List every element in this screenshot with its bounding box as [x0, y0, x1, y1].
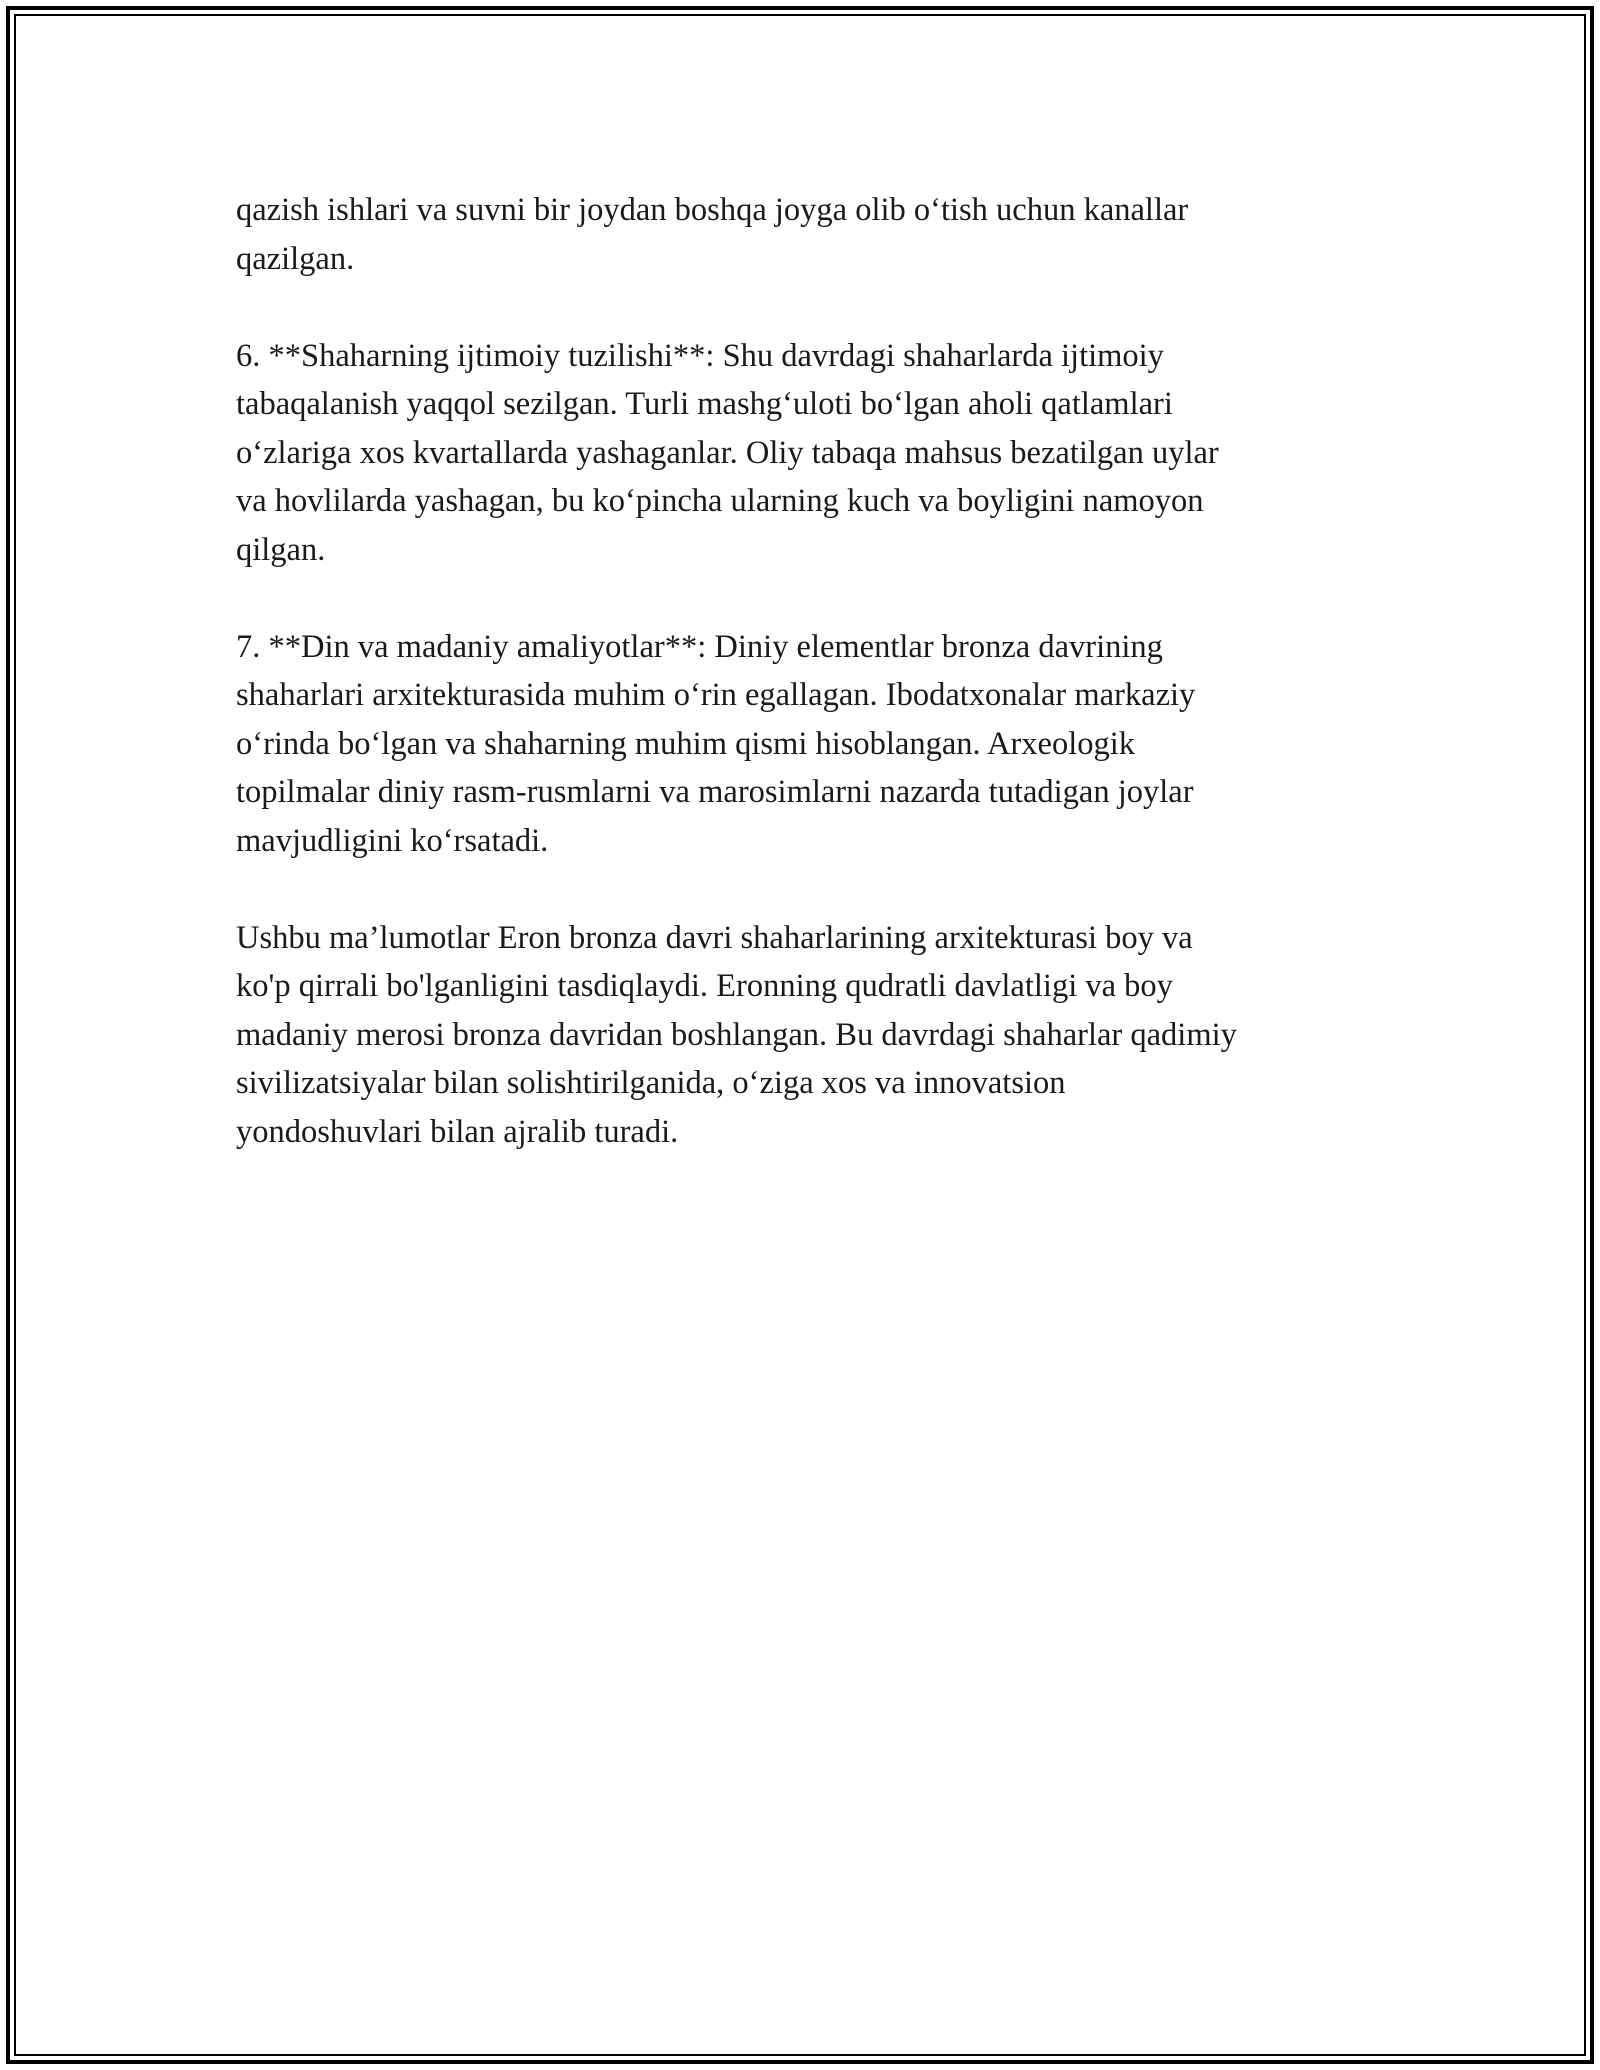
paragraph-conclusion — [236, 914, 1376, 1157]
text-line: o‘zlariga xos kvartallarda yashaganlar. Oliy tabaqa mahsus bezatilgan uylar — [236, 434, 1219, 471]
text-line: shaharlari arxitekturasida muhim o‘rin egallagan. Ibodatxonalar markaziy — [236, 677, 1196, 713]
text-line: Ushbu ma’lumotlar Eron bronza davri shaharlarining arxitekturasi boy va — [236, 919, 1193, 956]
text-line: 6. **Shaharning ijtimoiy tuzilishi**: Shu davrdagi shaharlarda ijtimoiy — [236, 337, 1164, 374]
text-line: va hovlilarda yashagan, bu ko‘pincha ularning kuch va boyligini namoyon — [236, 483, 1204, 519]
text-line: qazilgan. — [236, 240, 355, 277]
document-body — [236, 186, 1376, 1205]
text-line: 7. **Din va madaniy amaliyotlar**: Diniy elementlar bronza davrining — [236, 628, 1163, 665]
paragraph-social-structure — [236, 332, 1376, 575]
text-line: yondoshuvlari bilan ajralib turadi. — [236, 1113, 679, 1150]
paragraph-canals — [236, 186, 1376, 283]
text-line: topilmalar diniy rasm-rusmlarni va marosimlarni nazarda tutadigan joylar — [236, 774, 1194, 810]
paragraph-religion — [236, 623, 1376, 866]
text-line: tabaqalanish yaqqol sezilgan. Turli mashg‘uloti bo‘lgan aholi qatlamlari — [236, 386, 1173, 422]
text-line: qazish ishlari va suvni bir joydan boshqa joyga olib o‘tish uchun kanallar — [236, 192, 1189, 228]
text-line: mavjudligini ko‘rsatadi. — [236, 822, 549, 859]
text-line: madaniy merosi bronza davridan boshlangan. Bu davrdagi shaharlar qadimiy — [236, 1016, 1237, 1053]
text-line: o‘rinda bo‘lgan va shaharning muhim qismi hisoblangan. Arxeologik — [236, 725, 1136, 762]
text-line: ko'p qirrali bo'lganligini tasdiqlaydi. Eronning qudratli davlatligi va boy — [236, 968, 1173, 1004]
text-line: qilgan. — [236, 531, 326, 568]
text-line: sivilizatsiyalar bilan solishtirilganida, o‘ziga xos va innovatsion — [236, 1065, 1066, 1101]
